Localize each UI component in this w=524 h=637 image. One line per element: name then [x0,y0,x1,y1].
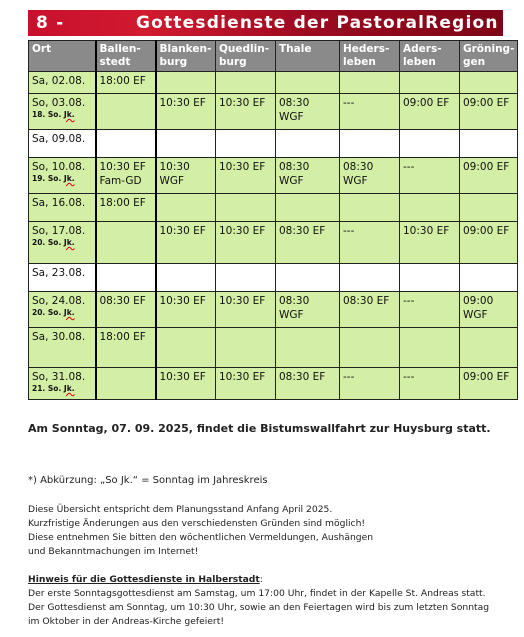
service-cell: 09:00 EF [400,94,460,130]
service-cell: 08:30 EF [340,292,400,328]
sunday-abbr: Jk. [63,384,75,393]
abbreviation-text: *) Abkürzung: „So Jk.“ = Sonntag im Jahreskreis [28,475,268,486]
service-cell: --- [340,222,400,264]
service-cell [96,264,156,292]
service-cell: 10:30 EF [216,368,276,400]
date-label: Sa, 30.08. [32,331,86,343]
date-cell [29,194,96,222]
service-cell: 09:00 WGF [460,292,518,328]
table-row [29,94,518,130]
planning-info [28,503,373,559]
service-cell [216,264,276,292]
service-cell: 10:30 EF [216,158,276,194]
service-cell: 10:30 EF [156,94,216,130]
page-title: Gottesdienste der PastoralRegion [136,13,499,33]
date-cell [29,158,96,194]
service-cell [276,72,340,94]
schedule-table [28,40,518,400]
sunday-number: 21. So. [32,384,64,393]
date-cell [29,368,96,400]
service-cell: 09:00 EF [460,368,518,400]
service-cell: 10:30 EF Fam-GD [96,158,156,194]
column-header-line: burg [159,56,188,68]
sunday-abbr: Jk. [63,174,75,183]
column-header [96,41,156,72]
sunday-label [32,384,92,394]
service-cell: 18:00 EF [96,72,156,94]
column-header-line: Gröning- [463,43,515,55]
service-cell [276,264,340,292]
sunday-label [32,238,92,248]
date-label: So, 10.08. [32,161,86,173]
pilgrimage-notice: Am Sonntag, 07. 09. 2025, findet die Bistumswallfahrt zur Huysburg statt. [28,422,491,435]
info-line: Diese Übersicht entspricht dem Planungsstand Anfang April 2025. [28,504,333,515]
service-cell [276,328,340,368]
table-row [29,72,518,94]
date-cell [29,94,96,130]
heading-colon: : [259,574,263,585]
service-cell [400,264,460,292]
service-cell [156,130,216,158]
service-cell: 10:30 EF [216,292,276,328]
service-cell [216,72,276,94]
service-cell: 08:30 WGF [276,94,340,130]
column-header [400,41,460,72]
sunday-number: 18. So. [32,110,64,119]
service-cell [460,328,518,368]
service-cell: --- [400,158,460,194]
column-header-line: stedt [99,56,131,68]
service-cell: 08:30 EF [276,222,340,264]
halberstadt-line: im Oktober in der Andreas-Kirche gefeiert! [28,616,224,627]
column-header [216,41,276,72]
column-header [276,41,340,72]
date-cell [29,264,96,292]
halberstadt-heading-line [28,573,489,587]
column-header-line: gen [463,56,486,68]
service-cell [276,194,340,222]
service-cell [96,94,156,130]
halberstadt-line: Der Gottesdienst am Sonntag, um 10:30 Uhr, sowie an den Feiertagen wird bis zum letzten Sonntag [28,602,490,613]
service-cell: 08:30 EF [96,292,156,328]
table-row [29,222,518,264]
service-cell [400,194,460,222]
table-row [29,130,518,158]
date-label: So, 24.08. [32,295,86,307]
service-cell: 10:30 EF [400,222,460,264]
column-header-line: leben [403,56,436,68]
service-cell [96,222,156,264]
date-label: Sa, 02.08. [32,75,86,87]
column-header-line: Thale [279,43,312,55]
column-header [340,41,400,72]
halberstadt-heading: Hinweis für die Gottesdienste in Halberstadt [28,574,260,585]
column-header-line: Ballen- [99,43,141,55]
service-cell [400,72,460,94]
info-line: Kurzfristige Änderungen aus den verschiedensten Gründen sind möglich! [28,518,366,529]
table-row [29,368,518,400]
halberstadt-info [28,573,489,629]
page-banner [28,10,503,36]
service-cell [156,328,216,368]
service-cell [156,264,216,292]
column-header [460,41,518,72]
service-cell [400,328,460,368]
sunday-number: 20. So. [32,308,64,317]
service-cell: 09:00 EF [460,158,518,194]
date-cell [29,130,96,158]
service-cell: --- [340,368,400,400]
service-cell [96,130,156,158]
date-label: Sa, 16.08. [32,197,86,209]
service-cell: --- [340,94,400,130]
column-header-line: Aders- [403,43,442,55]
service-cell: --- [400,368,460,400]
sunday-label [32,174,92,184]
sunday-abbr: Jk. [63,308,75,317]
service-cell: 08:30 WGF [340,158,400,194]
date-label: Sa, 23.08. [32,267,86,279]
service-cell [216,328,276,368]
service-cell [340,328,400,368]
service-cell: 10:30 EF [216,94,276,130]
abbreviation-note [28,475,268,486]
service-cell [460,264,518,292]
date-cell [29,328,96,368]
service-cell [216,194,276,222]
date-cell [29,292,96,328]
date-label: So, 31.08. [32,371,86,383]
service-cell [156,194,216,222]
service-cell [460,194,518,222]
sunday-label [32,110,92,120]
service-cell: 09:00 EF [460,94,518,130]
table-row [29,328,518,368]
service-cell: --- [400,292,460,328]
service-cell: 10:30 WGF [156,158,216,194]
date-label: So, 03.08. [32,97,86,109]
halberstadt-line: Der erste Sonntagsgottesdienst am Samstag, um 17:00 Uhr, findet in der Kapelle St. Andreas statt. [28,588,486,599]
table-row [29,194,518,222]
service-cell: 08:30 EF [276,368,340,400]
column-header-line: Ort [32,43,52,55]
sunday-abbr: Jk. [63,110,75,119]
sunday-number: 20. So. [32,238,64,247]
service-cell: 08:30 WGF [276,292,340,328]
service-cell: 10:30 EF [216,222,276,264]
service-cell [340,72,400,94]
service-cell: 18:00 EF [96,328,156,368]
date-cell [29,72,96,94]
sunday-label [32,308,92,318]
sunday-abbr: Jk. [63,238,75,247]
column-header-line: Blanken- [159,43,212,55]
service-cell [340,130,400,158]
service-cell [460,72,518,94]
sunday-number: 19. So. [32,174,64,183]
service-cell [460,130,518,158]
info-line: und Bekanntmachungen im Internet! [28,546,199,557]
info-line: Diese entnehmen Sie bitten den wöchentlichen Vermeldungen, Aushängen [28,532,374,543]
service-cell [96,368,156,400]
service-cell [340,264,400,292]
service-cell: 08:30 WGF [276,158,340,194]
page-number: 8 - [36,13,65,33]
service-cell [156,72,216,94]
table-row [29,158,518,194]
column-header-line: Heders- [343,43,390,55]
service-cell [400,130,460,158]
table-row [29,264,518,292]
column-header-line: leben [343,56,376,68]
service-cell [276,130,340,158]
column-header-line: burg [219,56,247,68]
date-label: Sa, 09.08. [32,133,86,145]
service-cell: 10:30 EF [156,368,216,400]
table-row [29,292,518,328]
service-cell: 10:30 EF [156,292,216,328]
service-cell [216,130,276,158]
column-header [29,41,96,72]
service-cell: 10:30 EF [156,222,216,264]
table-header-row [29,41,518,72]
date-cell [29,222,96,264]
column-header-line: Quedlin- [219,43,270,55]
service-cell [340,194,400,222]
service-cell: 18:00 EF [96,194,156,222]
date-label: So, 17.08. [32,225,86,237]
service-cell: 09:00 EF [460,222,518,264]
column-header [156,41,216,72]
